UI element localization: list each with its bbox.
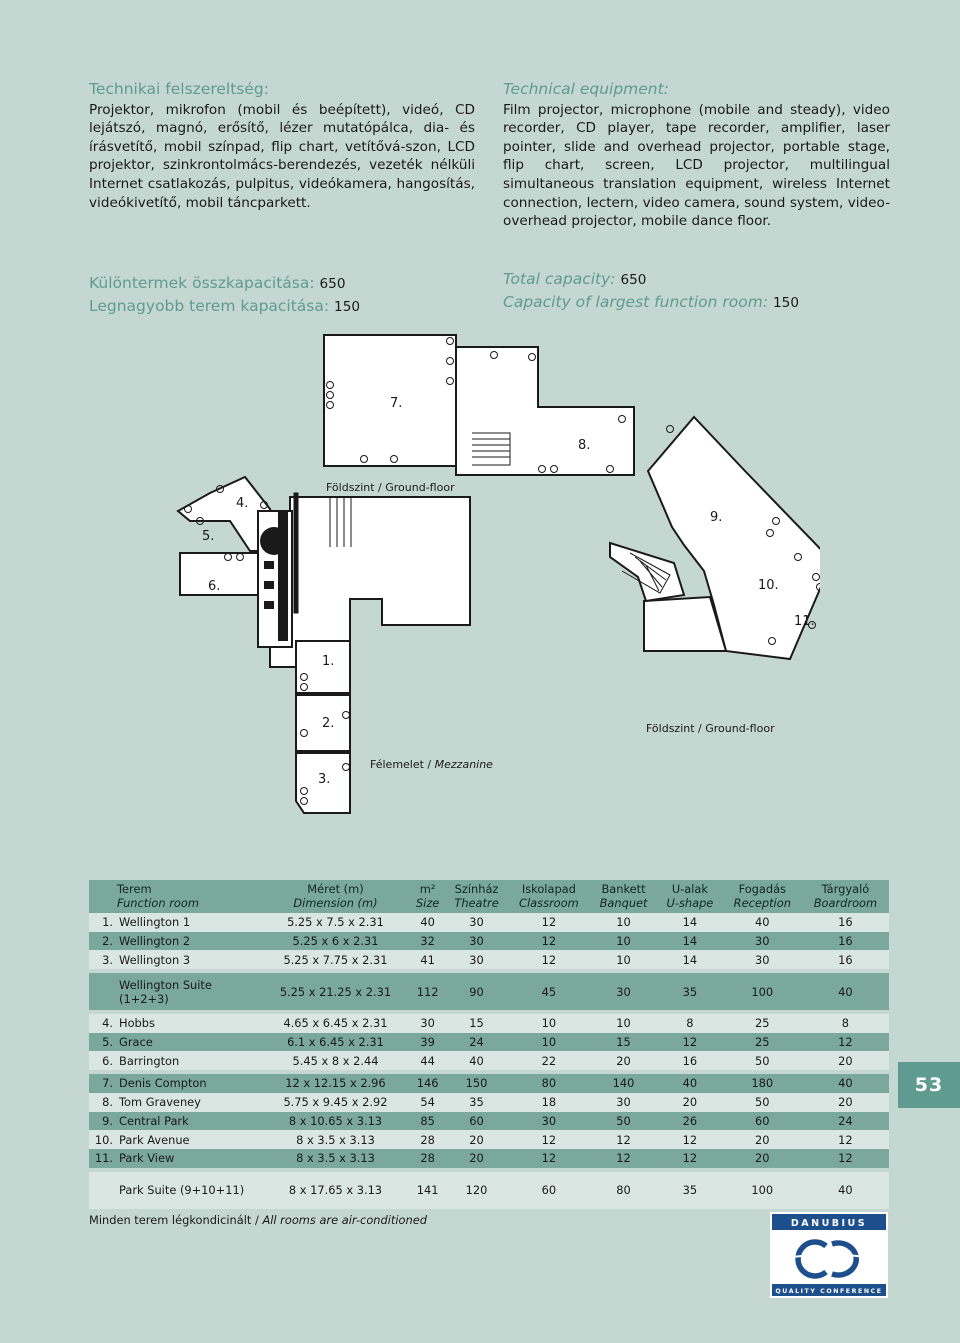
table-row [89,1033,889,1052]
hungarian-total-label: Különtermek összkapacitása: [89,274,315,292]
room-ushape-cell: 40 [657,1074,723,1093]
room-ushape-cell: 35 [657,1172,723,1209]
room-ushape-cell: 12 [657,1130,723,1149]
room-boardroom-cell: 12 [802,1033,889,1052]
table-row [89,1172,889,1209]
hungarian-largest-label: Legnagyobb terem kapacitása: [89,297,330,315]
room-size-cell: 32 [410,932,445,951]
header-banquet: Bankett Banquet [590,880,657,913]
room-boardroom-cell: 40 [802,973,889,1010]
room-dim-cell: 8 x 3.5 x 3.13 [261,1149,410,1168]
room-dim-cell: 5.25 x 7.5 x 2.31 [261,913,410,932]
room-reception-cell: 25 [723,1014,802,1033]
room-number-cell: 4. [89,1014,113,1033]
room-classroom-cell: 12 [508,913,590,932]
room-size-cell: 54 [410,1093,445,1112]
room-ushape-cell: 14 [657,913,723,932]
header-reception: Fogadás Reception [723,880,802,913]
room-banquet-cell: 15 [590,1033,657,1052]
english-equipment-title: Technical equipment: [503,80,669,98]
room-theatre-cell: 30 [445,913,507,932]
room-banquet-cell: 10 [590,950,657,969]
room-banquet-cell: 10 [590,932,657,951]
room-name-cell: Denis Compton [113,1074,261,1093]
room-banquet-cell: 30 [590,1093,657,1112]
room-number-cell: 9. [89,1112,113,1131]
room-size-cell: 28 [410,1149,445,1168]
room-size-cell: 112 [410,973,445,1010]
hungarian-equipment-title: Technikai felszereltség: [89,80,269,98]
room-banquet-cell: 50 [590,1112,657,1131]
room-theatre-cell: 90 [445,973,507,1010]
floor-plan [170,325,820,815]
room-boardroom-cell: 12 [802,1149,889,1168]
table-row [89,1149,889,1168]
header-ushape: U-alak U-shape [657,880,723,913]
room-name-cell: Tom Graveney [113,1093,261,1112]
room-classroom-cell: 12 [508,932,590,951]
room-dim-cell: 12 x 12.15 x 2.96 [261,1074,410,1093]
table-row [89,913,889,932]
room-banquet-cell: 12 [590,1130,657,1149]
room-reception-cell: 25 [723,1033,802,1052]
room-banquet-cell: 30 [590,973,657,1010]
room-theatre-cell: 30 [445,932,507,951]
room-name-cell: Wellington 2 [113,932,261,951]
room-number-7: 7. [390,396,403,411]
room-size-cell: 85 [410,1112,445,1131]
header-dimension: Méret (m) Dimension (m) [261,880,410,913]
room-number-1: 1. [322,654,335,669]
table-row [89,973,889,1010]
room-size-cell: 146 [410,1074,445,1093]
header-function-room: Terem Function room [89,880,261,913]
room-dim-cell: 5.75 x 9.45 x 2.92 [261,1093,410,1112]
logo-tagline: QUALITY CONFERENCE [775,1288,883,1295]
room-number-cell: 5. [89,1033,113,1052]
table-row [89,932,889,951]
room-boardroom-cell: 16 [802,913,889,932]
room-banquet-cell: 80 [590,1172,657,1209]
room-boardroom-cell: 40 [802,1074,889,1093]
table-row [89,1074,889,1093]
room-reception-cell: 20 [723,1149,802,1168]
room-classroom-cell: 80 [508,1074,590,1093]
room-dim-cell: 4.65 x 6.45 x 2.31 [261,1014,410,1033]
room-number-cell [89,1172,113,1209]
room-classroom-cell: 12 [508,1130,590,1149]
room-classroom-cell: 45 [508,973,590,1010]
room-name-cell: Wellington 1 [113,913,261,932]
room-number-3: 3. [318,772,331,787]
room-classroom-cell: 22 [508,1051,590,1070]
room-reception-cell: 100 [723,1172,802,1209]
room-size-cell: 39 [410,1033,445,1052]
room-reception-cell: 50 [723,1093,802,1112]
room-dim-cell: 5.25 x 21.25 x 2.31 [261,973,410,1010]
room-number-4: 4. [236,496,249,511]
room-name-cell: Park Suite (9+10+11) [113,1172,261,1209]
room-theatre-cell: 30 [445,950,507,969]
english-column [503,80,890,231]
room-number-cell: 10. [89,1130,113,1149]
table-row [89,1130,889,1149]
room-boardroom-cell: 12 [802,1130,889,1149]
room-ushape-cell: 20 [657,1093,723,1112]
room-ushape-cell: 14 [657,932,723,951]
hungarian-largest-value: 150 [334,299,360,315]
room-reception-cell: 30 [723,932,802,951]
room-dim-cell: 5.25 x 6 x 2.31 [261,932,410,951]
room-number-8: 8. [578,438,591,453]
room-size-cell: 41 [410,950,445,969]
room-number-cell: 8. [89,1093,113,1112]
room-number-9: 9. [710,510,723,525]
room-number-cell: 3. [89,950,113,969]
function-rooms-table [89,880,889,1209]
room-dim-cell: 5.45 x 8 x 2.44 [261,1051,410,1070]
table-row [89,1112,889,1131]
room-banquet-cell: 10 [590,913,657,932]
header-size: m² Size [410,880,445,913]
room-size-cell: 141 [410,1172,445,1209]
room-reception-cell: 50 [723,1051,802,1070]
room-number-2: 2. [322,716,335,731]
room-classroom-cell: 10 [508,1033,590,1052]
room-ushape-cell: 14 [657,950,723,969]
table-row [89,1014,889,1033]
header-theatre: Színház Theatre [445,880,507,913]
room-theatre-cell: 40 [445,1051,507,1070]
room-boardroom-cell: 20 [802,1093,889,1112]
room-banquet-cell: 12 [590,1149,657,1168]
room-name-cell: Wellington 3 [113,950,261,969]
room-name-cell: Hobbs [113,1014,261,1033]
header-boardroom: Tárgyaló Boardroom [802,880,889,913]
room-number-11: 11. [794,614,815,629]
english-largest-label: Capacity of largest function room: [503,293,769,311]
room-classroom-cell: 12 [508,1149,590,1168]
room-8-shape [456,347,634,475]
table-header-row [89,880,889,913]
room-dim-cell: 8 x 17.65 x 3.13 [261,1172,410,1209]
room-ushape-cell: 12 [657,1149,723,1168]
room-boardroom-cell: 20 [802,1051,889,1070]
room-boardroom-cell: 24 [802,1112,889,1131]
room-boardroom-cell: 16 [802,932,889,951]
room-number-10: 10. [758,578,779,593]
room-number-cell: 6. [89,1051,113,1070]
room-reception-cell: 30 [723,950,802,969]
room-name-cell: Park View [113,1149,261,1168]
room-ushape-cell: 16 [657,1051,723,1070]
room-reception-cell: 20 [723,1130,802,1149]
room-classroom-cell: 10 [508,1014,590,1033]
room-size-cell: 28 [410,1130,445,1149]
room-theatre-cell: 60 [445,1112,507,1131]
hungarian-capacity [89,272,360,318]
room-name-cell: Grace [113,1033,261,1052]
english-total-value: 650 [620,272,647,288]
room-reception-cell: 180 [723,1074,802,1093]
logo-brand: DANUBIUS [790,1218,868,1229]
room-number-cell: 1. [89,913,113,932]
room-theatre-cell: 120 [445,1172,507,1209]
table-body [89,913,889,1209]
room-number-5: 5. [202,529,215,544]
room-dim-cell: 8 x 10.65 x 3.13 [261,1112,410,1131]
room-reception-cell: 60 [723,1112,802,1131]
room-dim-cell: 6.1 x 6.45 x 2.31 [261,1033,410,1052]
english-equipment-body: Film projector, microphone (mobile and steady), video recorder, CD player, tape recorder, amplifier, laser pointer, slide and overhead projector, portable stage, flip chart, screen, LCD projector, multilingual simultaneous translation equipment, wireless Internet connection, lectern, video camera, sound system, video-overhead projector, mobile dance floor. [503,101,890,230]
hungarian-total-value: 650 [319,276,346,292]
room-number-cell [89,973,113,1010]
room-name-cell: Park Avenue [113,1130,261,1149]
table-row [89,950,889,969]
room-reception-cell: 40 [723,913,802,932]
danubius-logo [770,1212,888,1298]
air-conditioning-note: Minden terem légkondicinált / All rooms are air-conditioned [89,1213,427,1227]
room-dim-cell: 5.25 x 7.75 x 2.31 [261,950,410,969]
room-ushape-cell: 26 [657,1112,723,1131]
header-classroom: Iskolapad Classroom [508,880,590,913]
room-ushape-cell: 8 [657,1014,723,1033]
room-size-cell: 40 [410,913,445,932]
corridor-shape [610,543,684,601]
table-row [89,1093,889,1112]
room-theatre-cell: 150 [445,1074,507,1093]
room-dim-cell: 8 x 3.5 x 3.13 [261,1130,410,1149]
hungarian-column [89,80,475,212]
room-name-cell: Barrington [113,1051,261,1070]
room-classroom-cell: 18 [508,1093,590,1112]
room-classroom-cell: 12 [508,950,590,969]
room-banquet-cell: 10 [590,1014,657,1033]
room-ushape-cell: 12 [657,1033,723,1052]
room-reception-cell: 100 [723,973,802,1010]
room-ushape-cell: 35 [657,973,723,1010]
page-number: 53 [898,1062,960,1108]
room-number-6: 6. [208,579,221,594]
room-theatre-cell: 35 [445,1093,507,1112]
hungarian-equipment-body: Projektor, mikrofon (mobil és beépített), videó, CD lejátszó, magnó, erősítő, lézer mutatópálca, dia- és írásvetítő, mobil színpad, flip chart, vetítővá-szon, LCD projektor, szinkrontolmács-berendezés, vezeték nélküli Internet csatlakozás, pulpitus, videókamera, hangosítás, videókivetítő, mobil táncparkett. [89,101,475,211]
english-capacity [503,268,799,314]
room-name-cell: Wellington Suite (1+2+3) [113,973,261,1010]
room-classroom-cell: 60 [508,1172,590,1209]
table-row [89,1051,889,1070]
room-size-cell: 30 [410,1014,445,1033]
room-theatre-cell: 20 [445,1149,507,1168]
room-boardroom-cell: 40 [802,1172,889,1209]
room-banquet-cell: 140 [590,1074,657,1093]
room-banquet-cell: 20 [590,1051,657,1070]
room-boardroom-cell: 16 [802,950,889,969]
room-number-cell: 11. [89,1149,113,1168]
ground-floor-label-2: Földszint / Ground-floor [646,722,775,735]
room-size-cell: 44 [410,1051,445,1070]
room-classroom-cell: 30 [508,1112,590,1131]
english-total-label: Total capacity: [503,270,616,288]
ground-floor-label-1: Földszint / Ground-floor [326,481,455,494]
room-theatre-cell: 20 [445,1130,507,1149]
mezzanine-label: Félemelet / Mezzanine [370,758,493,771]
english-largest-value: 150 [773,295,799,311]
room-number-cell: 2. [89,932,113,951]
room-theatre-cell: 15 [445,1014,507,1033]
room-number-cell: 7. [89,1074,113,1093]
room-theatre-cell: 24 [445,1033,507,1052]
room-name-cell: Central Park [113,1112,261,1131]
room-boardroom-cell: 8 [802,1014,889,1033]
